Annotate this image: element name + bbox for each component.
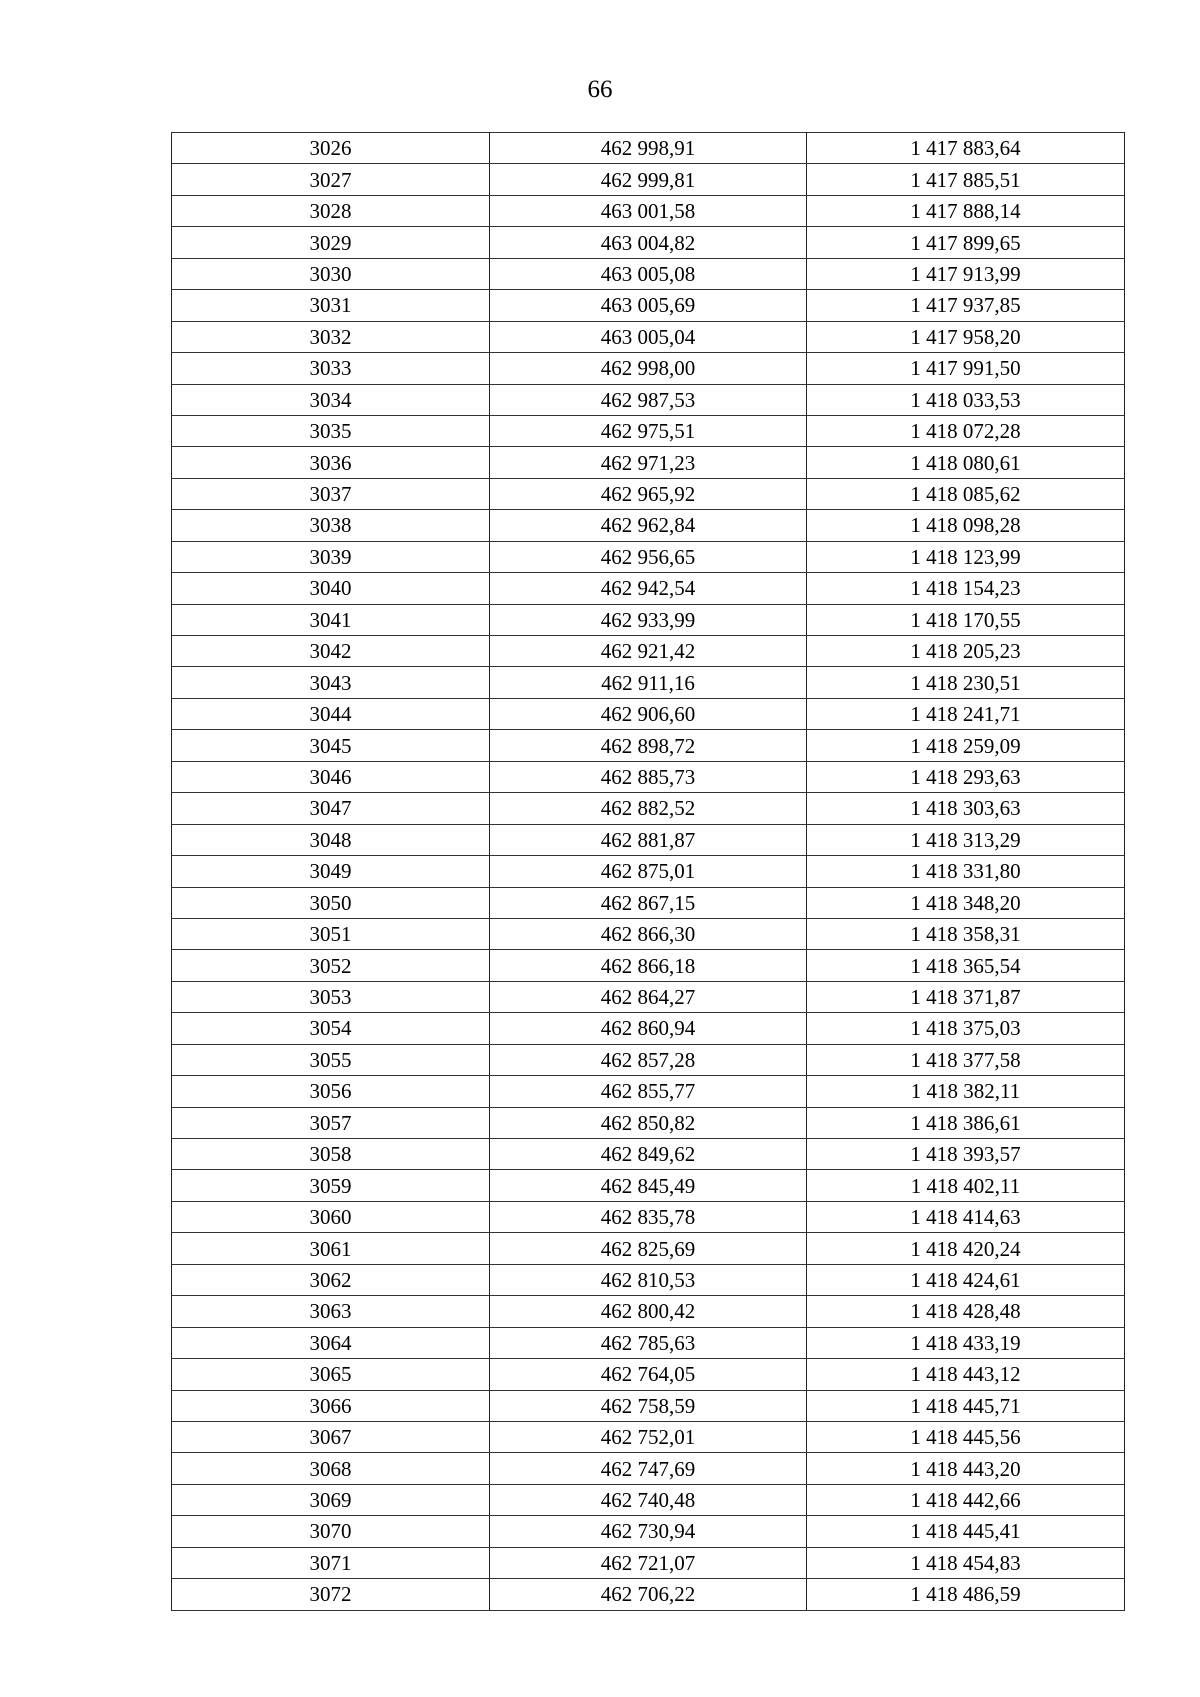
point-number-cell: 3067 bbox=[172, 1421, 490, 1452]
table-row bbox=[172, 667, 1125, 698]
table-row bbox=[172, 1107, 1125, 1138]
table-row bbox=[172, 981, 1125, 1012]
x-coordinate-cell: 462 906,60 bbox=[490, 698, 807, 729]
x-coordinate-cell: 462 764,05 bbox=[490, 1359, 807, 1390]
x-coordinate-cell: 462 752,01 bbox=[490, 1421, 807, 1452]
point-number-cell: 3048 bbox=[172, 824, 490, 855]
point-number-cell: 3027 bbox=[172, 164, 490, 195]
y-coordinate-cell: 1 418 445,56 bbox=[807, 1421, 1125, 1452]
table-row bbox=[172, 195, 1125, 226]
point-number-cell: 3053 bbox=[172, 981, 490, 1012]
point-number-cell: 3039 bbox=[172, 541, 490, 572]
x-coordinate-cell: 462 785,63 bbox=[490, 1327, 807, 1358]
y-coordinate-cell: 1 418 154,23 bbox=[807, 573, 1125, 604]
table-row bbox=[172, 258, 1125, 289]
table-row bbox=[172, 1076, 1125, 1107]
table-row bbox=[172, 761, 1125, 792]
table-row bbox=[172, 447, 1125, 478]
x-coordinate-cell: 462 882,52 bbox=[490, 793, 807, 824]
y-coordinate-cell: 1 418 486,59 bbox=[807, 1579, 1125, 1610]
table-row bbox=[172, 1421, 1125, 1452]
point-number-cell: 3059 bbox=[172, 1170, 490, 1201]
point-number-cell: 3060 bbox=[172, 1201, 490, 1232]
point-number-cell: 3030 bbox=[172, 258, 490, 289]
x-coordinate-cell: 462 942,54 bbox=[490, 573, 807, 604]
x-coordinate-cell: 462 740,48 bbox=[490, 1484, 807, 1515]
y-coordinate-cell: 1 418 123,99 bbox=[807, 541, 1125, 572]
y-coordinate-cell: 1 418 085,62 bbox=[807, 478, 1125, 509]
table-row bbox=[172, 353, 1125, 384]
table-row bbox=[172, 1170, 1125, 1201]
table-row bbox=[172, 290, 1125, 321]
page-number: 66 bbox=[587, 76, 613, 103]
x-coordinate-cell: 462 866,30 bbox=[490, 918, 807, 949]
x-coordinate-cell: 462 706,22 bbox=[490, 1579, 807, 1610]
x-coordinate-cell: 462 721,07 bbox=[490, 1547, 807, 1578]
y-coordinate-cell: 1 418 428,48 bbox=[807, 1296, 1125, 1327]
table-row bbox=[172, 793, 1125, 824]
point-number-cell: 3064 bbox=[172, 1327, 490, 1358]
y-coordinate-cell: 1 418 445,71 bbox=[807, 1390, 1125, 1421]
table-row bbox=[172, 604, 1125, 635]
point-number-cell: 3040 bbox=[172, 573, 490, 604]
point-number-cell: 3065 bbox=[172, 1359, 490, 1390]
point-number-cell: 3045 bbox=[172, 730, 490, 761]
y-coordinate-cell: 1 418 443,20 bbox=[807, 1453, 1125, 1484]
x-coordinate-cell: 462 987,53 bbox=[490, 384, 807, 415]
x-coordinate-cell: 462 730,94 bbox=[490, 1516, 807, 1547]
table-row bbox=[172, 1139, 1125, 1170]
x-coordinate-cell: 462 864,27 bbox=[490, 981, 807, 1012]
x-coordinate-cell: 462 885,73 bbox=[490, 761, 807, 792]
y-coordinate-cell: 1 418 259,09 bbox=[807, 730, 1125, 761]
y-coordinate-cell: 1 418 420,24 bbox=[807, 1233, 1125, 1264]
y-coordinate-cell: 1 418 331,80 bbox=[807, 856, 1125, 887]
x-coordinate-cell: 462 962,84 bbox=[490, 510, 807, 541]
point-number-cell: 3029 bbox=[172, 227, 490, 258]
y-coordinate-cell: 1 418 098,28 bbox=[807, 510, 1125, 541]
table-row bbox=[172, 415, 1125, 446]
table-row bbox=[172, 1296, 1125, 1327]
table-row bbox=[172, 1359, 1125, 1390]
y-coordinate-cell: 1 418 433,19 bbox=[807, 1327, 1125, 1358]
y-coordinate-cell: 1 418 377,58 bbox=[807, 1044, 1125, 1075]
y-coordinate-cell: 1 418 365,54 bbox=[807, 950, 1125, 981]
coordinates-table-body bbox=[172, 133, 1125, 1611]
x-coordinate-cell: 462 881,87 bbox=[490, 824, 807, 855]
point-number-cell: 3033 bbox=[172, 353, 490, 384]
x-coordinate-cell: 462 921,42 bbox=[490, 636, 807, 667]
point-number-cell: 3061 bbox=[172, 1233, 490, 1264]
point-number-cell: 3026 bbox=[172, 133, 490, 164]
point-number-cell: 3055 bbox=[172, 1044, 490, 1075]
point-number-cell: 3041 bbox=[172, 604, 490, 635]
x-coordinate-cell: 462 747,69 bbox=[490, 1453, 807, 1484]
x-coordinate-cell: 462 860,94 bbox=[490, 1013, 807, 1044]
x-coordinate-cell: 463 005,04 bbox=[490, 321, 807, 352]
y-coordinate-cell: 1 418 230,51 bbox=[807, 667, 1125, 698]
x-coordinate-cell: 463 005,08 bbox=[490, 258, 807, 289]
table-row bbox=[172, 1327, 1125, 1358]
table-row bbox=[172, 227, 1125, 258]
table-row bbox=[172, 1233, 1125, 1264]
x-coordinate-cell: 463 001,58 bbox=[490, 195, 807, 226]
table-row bbox=[172, 636, 1125, 667]
x-coordinate-cell: 462 998,91 bbox=[490, 133, 807, 164]
x-coordinate-cell: 462 898,72 bbox=[490, 730, 807, 761]
y-coordinate-cell: 1 418 454,83 bbox=[807, 1547, 1125, 1578]
table-row bbox=[172, 573, 1125, 604]
y-coordinate-cell: 1 417 888,14 bbox=[807, 195, 1125, 226]
point-number-cell: 3035 bbox=[172, 415, 490, 446]
point-number-cell: 3032 bbox=[172, 321, 490, 352]
y-coordinate-cell: 1 418 080,61 bbox=[807, 447, 1125, 478]
point-number-cell: 3058 bbox=[172, 1139, 490, 1170]
point-number-cell: 3044 bbox=[172, 698, 490, 729]
y-coordinate-cell: 1 418 358,31 bbox=[807, 918, 1125, 949]
x-coordinate-cell: 463 004,82 bbox=[490, 227, 807, 258]
x-coordinate-cell: 462 999,81 bbox=[490, 164, 807, 195]
y-coordinate-cell: 1 417 899,65 bbox=[807, 227, 1125, 258]
x-coordinate-cell: 462 875,01 bbox=[490, 856, 807, 887]
point-number-cell: 3049 bbox=[172, 856, 490, 887]
x-coordinate-cell: 462 911,16 bbox=[490, 667, 807, 698]
point-number-cell: 3068 bbox=[172, 1453, 490, 1484]
y-coordinate-cell: 1 418 386,61 bbox=[807, 1107, 1125, 1138]
y-coordinate-cell: 1 418 443,12 bbox=[807, 1359, 1125, 1390]
table-row bbox=[172, 824, 1125, 855]
point-number-cell: 3050 bbox=[172, 887, 490, 918]
x-coordinate-cell: 462 998,00 bbox=[490, 353, 807, 384]
x-coordinate-cell: 462 975,51 bbox=[490, 415, 807, 446]
x-coordinate-cell: 462 845,49 bbox=[490, 1170, 807, 1201]
table-row bbox=[172, 1264, 1125, 1295]
point-number-cell: 3038 bbox=[172, 510, 490, 541]
y-coordinate-cell: 1 418 170,55 bbox=[807, 604, 1125, 635]
table-row bbox=[172, 698, 1125, 729]
table-row bbox=[172, 730, 1125, 761]
y-coordinate-cell: 1 418 072,28 bbox=[807, 415, 1125, 446]
point-number-cell: 3051 bbox=[172, 918, 490, 949]
point-number-cell: 3036 bbox=[172, 447, 490, 478]
y-coordinate-cell: 1 418 424,61 bbox=[807, 1264, 1125, 1295]
table-row bbox=[172, 1390, 1125, 1421]
y-coordinate-cell: 1 418 313,29 bbox=[807, 824, 1125, 855]
point-number-cell: 3072 bbox=[172, 1579, 490, 1610]
point-number-cell: 3031 bbox=[172, 290, 490, 321]
point-number-cell: 3056 bbox=[172, 1076, 490, 1107]
x-coordinate-cell: 463 005,69 bbox=[490, 290, 807, 321]
x-coordinate-cell: 462 956,65 bbox=[490, 541, 807, 572]
x-coordinate-cell: 462 849,62 bbox=[490, 1139, 807, 1170]
y-coordinate-cell: 1 417 937,85 bbox=[807, 290, 1125, 321]
y-coordinate-cell: 1 418 241,71 bbox=[807, 698, 1125, 729]
y-coordinate-cell: 1 417 913,99 bbox=[807, 258, 1125, 289]
point-number-cell: 3054 bbox=[172, 1013, 490, 1044]
point-number-cell: 3069 bbox=[172, 1484, 490, 1515]
table-row bbox=[172, 1484, 1125, 1515]
table-row bbox=[172, 321, 1125, 352]
y-coordinate-cell: 1 418 375,03 bbox=[807, 1013, 1125, 1044]
x-coordinate-cell: 462 866,18 bbox=[490, 950, 807, 981]
y-coordinate-cell: 1 418 382,11 bbox=[807, 1076, 1125, 1107]
table-row bbox=[172, 1547, 1125, 1578]
y-coordinate-cell: 1 418 033,53 bbox=[807, 384, 1125, 415]
x-coordinate-cell: 462 758,59 bbox=[490, 1390, 807, 1421]
x-coordinate-cell: 462 971,23 bbox=[490, 447, 807, 478]
x-coordinate-cell: 462 933,99 bbox=[490, 604, 807, 635]
x-coordinate-cell: 462 835,78 bbox=[490, 1201, 807, 1232]
point-number-cell: 3037 bbox=[172, 478, 490, 509]
table-row bbox=[172, 541, 1125, 572]
point-number-cell: 3052 bbox=[172, 950, 490, 981]
table-row bbox=[172, 1516, 1125, 1547]
table-row bbox=[172, 384, 1125, 415]
table-row bbox=[172, 1013, 1125, 1044]
x-coordinate-cell: 462 850,82 bbox=[490, 1107, 807, 1138]
y-coordinate-cell: 1 417 958,20 bbox=[807, 321, 1125, 352]
y-coordinate-cell: 1 417 991,50 bbox=[807, 353, 1125, 384]
point-number-cell: 3028 bbox=[172, 195, 490, 226]
x-coordinate-cell: 462 825,69 bbox=[490, 1233, 807, 1264]
y-coordinate-cell: 1 418 293,63 bbox=[807, 761, 1125, 792]
y-coordinate-cell: 1 418 371,87 bbox=[807, 981, 1125, 1012]
table-row bbox=[172, 1579, 1125, 1610]
point-number-cell: 3071 bbox=[172, 1547, 490, 1578]
x-coordinate-cell: 462 800,42 bbox=[490, 1296, 807, 1327]
x-coordinate-cell: 462 965,92 bbox=[490, 478, 807, 509]
point-number-cell: 3070 bbox=[172, 1516, 490, 1547]
y-coordinate-cell: 1 418 414,63 bbox=[807, 1201, 1125, 1232]
table-row bbox=[172, 918, 1125, 949]
y-coordinate-cell: 1 418 205,23 bbox=[807, 636, 1125, 667]
y-coordinate-cell: 1 418 402,11 bbox=[807, 1170, 1125, 1201]
y-coordinate-cell: 1 418 445,41 bbox=[807, 1516, 1125, 1547]
point-number-cell: 3043 bbox=[172, 667, 490, 698]
x-coordinate-cell: 462 810,53 bbox=[490, 1264, 807, 1295]
table-row bbox=[172, 950, 1125, 981]
point-number-cell: 3046 bbox=[172, 761, 490, 792]
y-coordinate-cell: 1 417 883,64 bbox=[807, 133, 1125, 164]
y-coordinate-cell: 1 417 885,51 bbox=[807, 164, 1125, 195]
point-number-cell: 3047 bbox=[172, 793, 490, 824]
point-number-cell: 3062 bbox=[172, 1264, 490, 1295]
point-number-cell: 3034 bbox=[172, 384, 490, 415]
y-coordinate-cell: 1 418 303,63 bbox=[807, 793, 1125, 824]
table-row bbox=[172, 133, 1125, 164]
x-coordinate-cell: 462 867,15 bbox=[490, 887, 807, 918]
table-row bbox=[172, 1044, 1125, 1075]
coordinates-table bbox=[171, 132, 1125, 1611]
table-row bbox=[172, 1453, 1125, 1484]
point-number-cell: 3042 bbox=[172, 636, 490, 667]
table-row bbox=[172, 510, 1125, 541]
y-coordinate-cell: 1 418 442,66 bbox=[807, 1484, 1125, 1515]
table-row bbox=[172, 856, 1125, 887]
x-coordinate-cell: 462 857,28 bbox=[490, 1044, 807, 1075]
y-coordinate-cell: 1 418 348,20 bbox=[807, 887, 1125, 918]
x-coordinate-cell: 462 855,77 bbox=[490, 1076, 807, 1107]
table-row bbox=[172, 478, 1125, 509]
point-number-cell: 3066 bbox=[172, 1390, 490, 1421]
point-number-cell: 3057 bbox=[172, 1107, 490, 1138]
table-row bbox=[172, 1201, 1125, 1232]
table-row bbox=[172, 164, 1125, 195]
table-row bbox=[172, 887, 1125, 918]
y-coordinate-cell: 1 418 393,57 bbox=[807, 1139, 1125, 1170]
point-number-cell: 3063 bbox=[172, 1296, 490, 1327]
